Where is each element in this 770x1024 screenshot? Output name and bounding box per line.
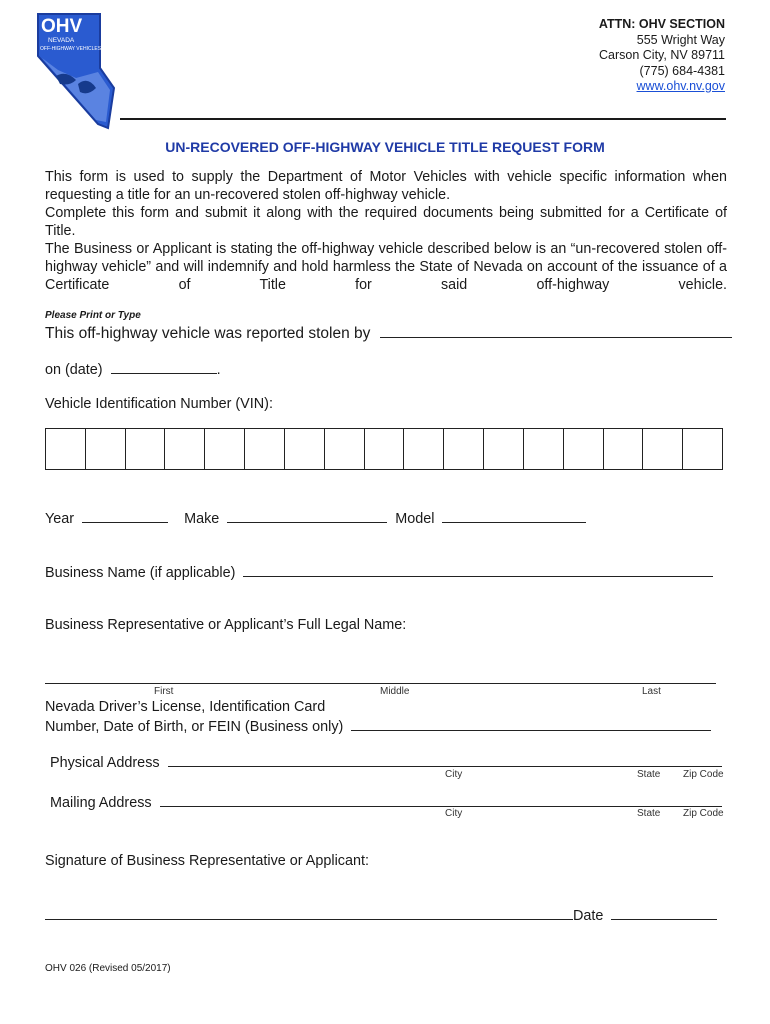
- mailing-address-field[interactable]: [160, 792, 722, 807]
- vin-cell[interactable]: [365, 429, 405, 469]
- reported-by-label: This off-highway vehicle was reported stolen by: [45, 325, 371, 342]
- logo-state-text: NEVADA: [48, 37, 75, 44]
- vehicle-row: [45, 508, 586, 528]
- date-label: Date: [573, 908, 604, 924]
- business-name-label: Business Name (if applicable): [45, 565, 236, 581]
- vin-cell[interactable]: [86, 429, 126, 469]
- intro-paragraph-2: Complete this form and submit it along with the required documents being submitted for a Certificate of Title.: [45, 205, 727, 239]
- mailing-zip-caption: Zip Code: [683, 808, 724, 819]
- signature-row: [45, 905, 717, 925]
- vin-cell[interactable]: [165, 429, 205, 469]
- vin-cell[interactable]: [126, 429, 166, 469]
- website-link[interactable]: www.ohv.nv.gov: [636, 79, 725, 93]
- logo-subtitle-text: OFF-HIGHWAY VEHICLES: [40, 46, 102, 52]
- intro-paragraph-3: The Business or Applicant is stating the off-highway vehicle described below is an “un-recovered stolen off-highway vehicle” and will indemnify and hold harmless the State of Nevada on account of the issuance of a Certificate of Title for said off-highway vehicle.: [45, 241, 727, 293]
- model-field[interactable]: [442, 508, 586, 523]
- mailing-address-row: [50, 792, 722, 812]
- business-name-row: [45, 562, 713, 582]
- attn-line: ATTN: OHV SECTION: [598, 17, 725, 31]
- vin-cell[interactable]: [444, 429, 484, 469]
- year-label: Year: [45, 511, 75, 527]
- make-label: Make: [184, 511, 220, 527]
- license-field[interactable]: [351, 716, 711, 731]
- mailing-city-caption: City: [445, 808, 463, 819]
- header-divider: [120, 118, 726, 120]
- physical-zip-caption: Zip Code: [683, 769, 724, 780]
- form-title: UN-RECOVERED OFF-HIGHWAY VEHICLE TITLE REQUEST FORM: [165, 139, 605, 155]
- name-first-caption: First: [154, 686, 174, 697]
- reported-by-field[interactable]: [380, 323, 732, 338]
- vin-cell[interactable]: [404, 429, 444, 469]
- mailing-state-caption: State: [637, 808, 661, 819]
- on-date-period: .: [216, 362, 221, 378]
- vin-cell[interactable]: [604, 429, 644, 469]
- make-field[interactable]: [227, 508, 387, 523]
- date-field[interactable]: [611, 905, 717, 920]
- physical-address-field[interactable]: [168, 752, 722, 767]
- city-line: Carson City, NV 89711: [599, 48, 725, 62]
- license-label-line-2: Number, Date of Birth, or FEIN (Business only): [45, 719, 344, 735]
- license-row: [45, 716, 711, 736]
- physical-address-row: [50, 752, 722, 772]
- vin-cell[interactable]: [325, 429, 365, 469]
- street-line: 555 Wright Way: [636, 32, 725, 47]
- model-label: Model: [395, 511, 435, 527]
- license-label-line-1: Nevada Driver’s License, Identification Card: [45, 699, 326, 715]
- vin-cell[interactable]: [643, 429, 683, 469]
- full-legal-name-field[interactable]: [45, 683, 716, 684]
- vin-cell[interactable]: [564, 429, 604, 469]
- full-legal-name-label: Business Representative or Applicant’s Full Legal Name:: [45, 617, 407, 633]
- please-print-note: Please Print or Type: [45, 310, 141, 321]
- reported-by-row: [45, 323, 732, 343]
- name-last-caption: Last: [642, 686, 661, 697]
- on-date-field[interactable]: [111, 359, 217, 374]
- physical-state-caption: State: [637, 769, 661, 780]
- vin-cell[interactable]: [245, 429, 285, 469]
- vin-cell[interactable]: [524, 429, 564, 469]
- on-date-row: [45, 359, 221, 379]
- vin-cell[interactable]: [46, 429, 86, 469]
- mailing-address-label: Mailing Address: [50, 795, 152, 811]
- phone-line: (775) 684-4381: [639, 63, 725, 78]
- address-block: [599, 17, 725, 95]
- vin-cell[interactable]: [484, 429, 524, 469]
- intro-text: [45, 168, 727, 294]
- signature-label: Signature of Business Representative or Applicant:: [45, 853, 369, 869]
- vin-label: Vehicle Identification Number (VIN):: [45, 396, 273, 412]
- physical-address-label: Physical Address: [50, 755, 160, 771]
- signature-field[interactable]: [45, 905, 573, 920]
- ohv-nevada-logo: [36, 12, 116, 130]
- vin-cell[interactable]: [285, 429, 325, 469]
- nevada-state-shape-icon: [36, 12, 116, 130]
- name-middle-caption: Middle: [380, 686, 410, 697]
- vin-grid: [45, 428, 723, 470]
- on-date-label: on (date): [45, 362, 103, 378]
- year-field[interactable]: [82, 508, 168, 523]
- business-name-field[interactable]: [243, 562, 713, 577]
- vin-cell[interactable]: [683, 429, 722, 469]
- form-revision-footer: OHV 026 (Revised 05/2017): [45, 963, 171, 974]
- logo-title: OHV: [41, 16, 83, 37]
- physical-city-caption: City: [445, 769, 463, 780]
- intro-paragraph-1: This form is used to supply the Department of Motor Vehicles with vehicle specific information when requesting a title for an un-recovered stolen off-highway vehicle.: [45, 169, 727, 203]
- vin-cell[interactable]: [205, 429, 245, 469]
